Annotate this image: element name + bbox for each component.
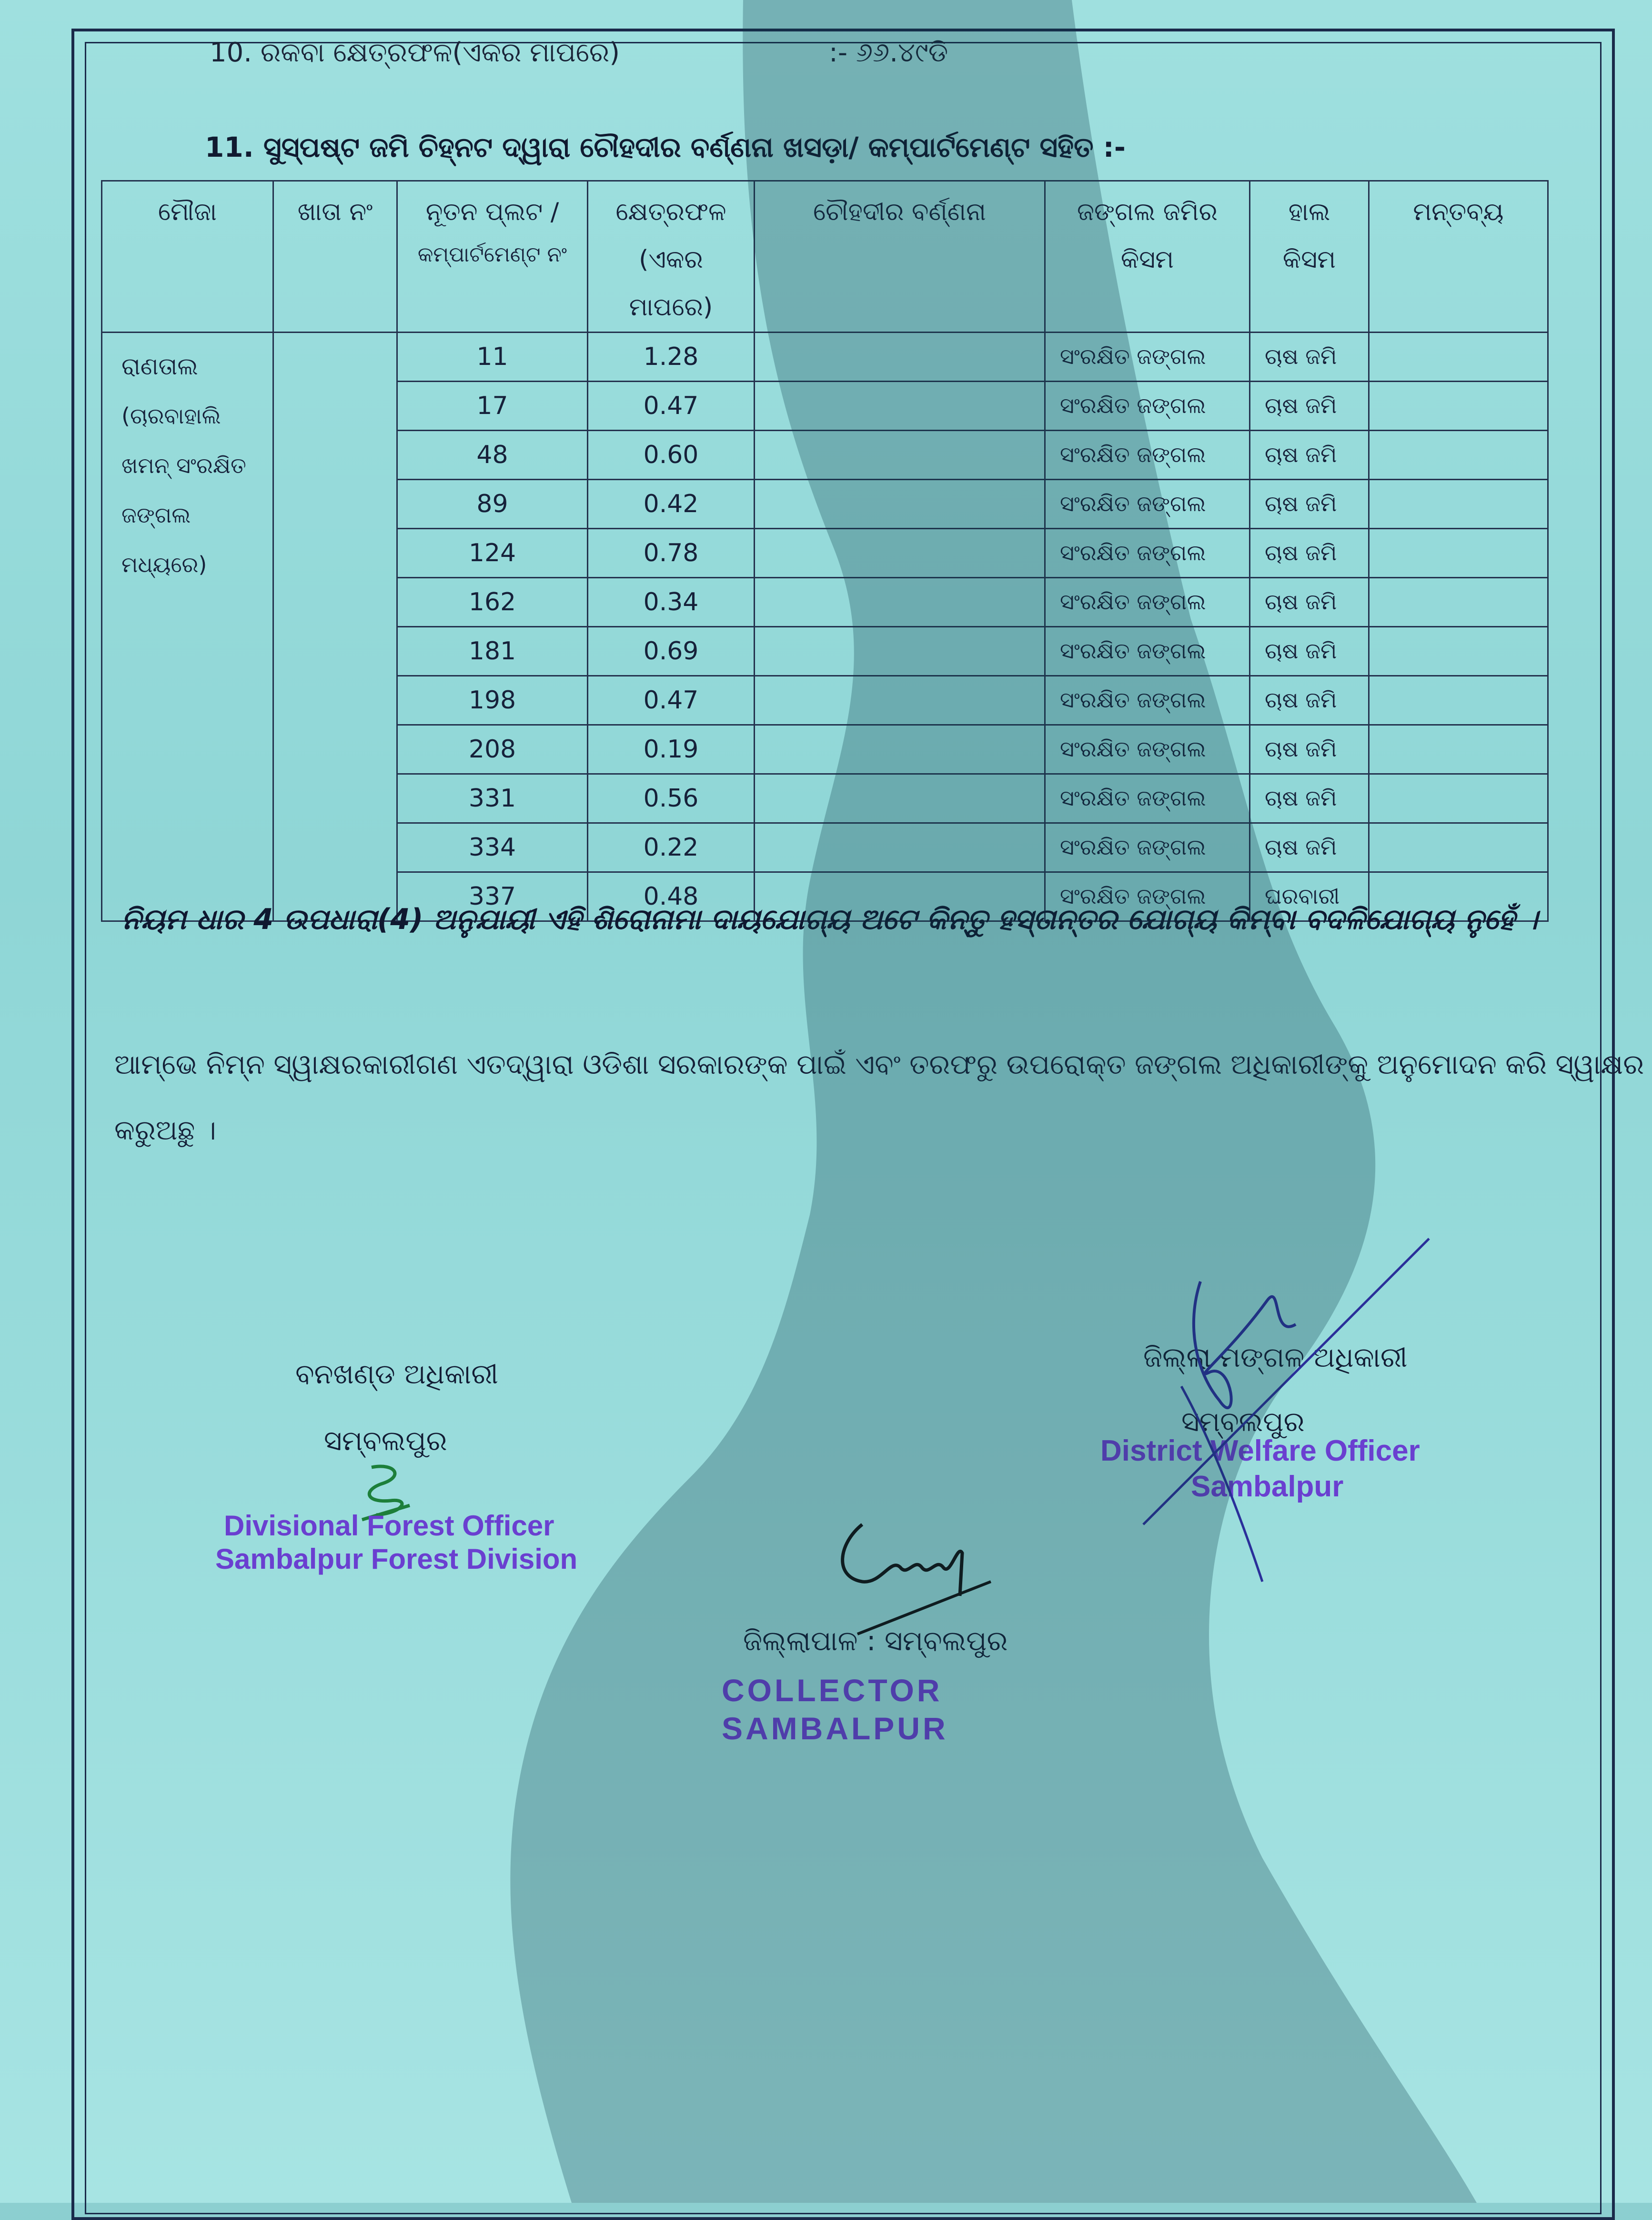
table-row	[102, 333, 1548, 382]
remarks-cell	[1369, 578, 1548, 627]
header-mouza: ମୌଜା	[102, 181, 273, 333]
dfo-stamp-line2: Sambalpur Forest Division	[215, 1543, 578, 1575]
item-10-value: :- ୬୬.୪୯ଡି	[829, 37, 948, 68]
plot-cell: 124	[397, 529, 588, 578]
area-cell: 0.42	[588, 480, 755, 529]
certification-line2: କରୁଅଛୁ ।	[114, 1114, 216, 1146]
header-area-line3: ମାପରେ)	[629, 293, 713, 322]
plot-cell: 331	[397, 774, 588, 823]
area-cell: 0.60	[588, 431, 755, 480]
plot-cell: 181	[397, 627, 588, 676]
current-type-cell: ଚାଷ ଜମି	[1250, 627, 1369, 676]
plot-cell: 17	[397, 382, 588, 431]
current-type-cell: ଚାଷ ଜମି	[1250, 529, 1369, 578]
collector-signature-icon	[819, 1515, 1019, 1639]
header-plot	[397, 181, 588, 333]
area-cell: 0.48	[588, 872, 755, 921]
mouza-line4: ଜଙ୍ଗଲ ମଧ୍ୟରେ)	[121, 502, 207, 577]
plot-cell: 208	[397, 725, 588, 774]
header-plot-line1: ନୂତନ ପ୍ଲଟ /	[425, 198, 559, 226]
remarks-cell	[1369, 627, 1548, 676]
current-type-cell: ଚାଷ ଜମି	[1250, 725, 1369, 774]
header-boundary: ଚୌହଦୀର ବର୍ଣ୍ଣନା	[755, 181, 1045, 333]
collector-title: ଜିଲ୍ଲାପାଳ : ସମ୍ବଲପୁର	[743, 1625, 1008, 1657]
boundary-cell	[755, 627, 1045, 676]
plot-cell: 337	[397, 872, 588, 921]
plot-cell: 162	[397, 578, 588, 627]
forest-type-cell: ସଂରକ୍ଷିତ ଜଙ୍ଗଲ	[1045, 333, 1250, 382]
plot-cell: 198	[397, 676, 588, 725]
header-remarks: ମନ୍ତବ୍ୟ	[1369, 181, 1548, 333]
table-header-row	[102, 181, 1548, 333]
area-cell: 0.34	[588, 578, 755, 627]
header-plot-line2: କମ୍ପାର୍ଟମେଣ୍ଟ ନଂ	[417, 242, 567, 267]
plot-cell: 334	[397, 823, 588, 872]
header-area-line2: (ଏକର	[639, 245, 703, 274]
remarks-cell	[1369, 676, 1548, 725]
forest-type-cell: ସଂରକ୍ଷିତ ଜଙ୍ଗଲ	[1045, 529, 1250, 578]
plot-cell: 48	[397, 431, 588, 480]
area-cell: 0.69	[588, 627, 755, 676]
forest-type-cell: ସଂରକ୍ଷିତ ଜଙ୍ଗଲ	[1045, 823, 1250, 872]
boundary-cell	[755, 823, 1045, 872]
forest-type-cell: ସଂରକ୍ଷିତ ଜଙ୍ଗଲ	[1045, 431, 1250, 480]
welfare-title: ଜିଲ୍ଲା ମଙ୍ଗଳ ଅଧିକାରୀ	[1143, 1341, 1408, 1373]
collector-stamp-line2: SAMBALPUR	[722, 1711, 948, 1746]
boundary-cell	[755, 725, 1045, 774]
area-cell: 0.22	[588, 823, 755, 872]
area-cell: 0.78	[588, 529, 755, 578]
header-area	[588, 181, 755, 333]
welfare-stamp-line2: Sambalpur	[1191, 1470, 1344, 1503]
mouza-cell	[102, 333, 273, 921]
welfare-signature-icon	[1124, 1229, 1458, 1591]
forest-type-cell: ସଂରକ୍ଷିତ ଜଙ୍ଗଲ	[1045, 676, 1250, 725]
item-11-heading: 11. ସୁସ୍ପଷ୍ଟ ଜମି ଚିହ୍ନଟ ଦ୍ୱାରା ଚୌହଦୀର ବର୍ଣ୍ଣନା ଖସଡ଼ା/ କମ୍ପାର୍ଟମେଣ୍ଟ ସହିତ :-	[205, 131, 1126, 163]
header-current-line1: ହାଲ	[1288, 198, 1330, 226]
header-forest-line2: କିସମ	[1120, 245, 1174, 274]
forest-type-cell: ସଂରକ୍ଷିତ ଜଙ୍ଗଲ	[1045, 872, 1250, 921]
area-cell: 0.19	[588, 725, 755, 774]
collector-stamp-line1: COLLECTOR	[722, 1673, 943, 1708]
current-type-cell: ଚାଷ ଜମି	[1250, 578, 1369, 627]
item-10-label: 10. ରକବା କ୍ଷେତ୍ରଫଳ(ଏକର ମାପରେ)	[210, 37, 620, 68]
certification-line1: ଆମ୍ଭେ ନିମ୍ନ ସ୍ୱାକ୍ଷରକାରୀଗଣ ଏତଦ୍ୱାରା ଓଡିଶା ସରକାରଙ୍କ ପାଇଁ ଏବଂ ତରଫରୁ ଉପରୋକ୍ତ ଜଙ୍ଗଲ ଅଧିକାରୀଙ୍କୁ ଅନୁମୋଦନ କରି ସ୍ୱାକ୍ଷର	[114, 1048, 1644, 1080]
dfo-title: ବନଖଣ୍ଡ ଅଧିକାରୀ	[295, 1358, 498, 1390]
forest-type-cell: ସଂରକ୍ଷିତ ଜଙ୍ଗଲ	[1045, 774, 1250, 823]
header-current-type	[1250, 181, 1369, 333]
boundary-cell	[755, 578, 1045, 627]
area-cell: 0.47	[588, 382, 755, 431]
header-khata: ଖାତା ନଂ	[273, 181, 397, 333]
current-type-cell: ଚାଷ ଜମି	[1250, 676, 1369, 725]
remarks-cell	[1369, 823, 1548, 872]
remarks-cell	[1369, 382, 1548, 431]
boundary-cell	[755, 382, 1045, 431]
mouza-line1: ରାଣତାଲ	[121, 353, 198, 380]
remarks-cell	[1369, 774, 1548, 823]
remarks-cell	[1369, 725, 1548, 774]
boundary-cell	[755, 676, 1045, 725]
land-record-table	[101, 180, 1549, 922]
boundary-cell	[755, 333, 1045, 382]
welfare-place: ସମ୍ବଲପୁର	[1181, 1405, 1305, 1438]
forest-type-cell: ସଂରକ୍ଷିତ ଜଙ୍ଗଲ	[1045, 480, 1250, 529]
header-area-line1: କ୍ଷେତ୍ରଫଳ	[615, 198, 726, 226]
boundary-cell	[755, 774, 1045, 823]
area-cell: 0.47	[588, 676, 755, 725]
header-current-line2: କିସମ	[1282, 245, 1336, 274]
mouza-line3: ଖମନ୍ ସଂରକ୍ଷିତ	[121, 453, 246, 478]
remarks-cell	[1369, 333, 1548, 382]
current-type-cell: ଚାଷ ଜମି	[1250, 774, 1369, 823]
current-type-cell: ଘରବାରୀ	[1250, 872, 1369, 921]
current-type-cell: ଚାଷ ଜମି	[1250, 333, 1369, 382]
current-type-cell: ଚାଷ ଜମି	[1250, 823, 1369, 872]
mouza-line2: (ଚାରବାହାଲି	[121, 403, 221, 429]
area-cell: 1.28	[588, 333, 755, 382]
remarks-cell	[1369, 431, 1548, 480]
forest-type-cell: ସଂରକ୍ଷିତ ଜଙ୍ଗଲ	[1045, 382, 1250, 431]
area-cell: 0.56	[588, 774, 755, 823]
forest-type-cell: ସଂରକ୍ଷିତ ଜଙ୍ଗଲ	[1045, 725, 1250, 774]
remarks-cell	[1369, 529, 1548, 578]
header-forest-type	[1045, 181, 1250, 333]
dfo-place: ସମ୍ବଲପୁର	[324, 1424, 447, 1457]
forest-type-cell: ସଂରକ୍ଷିତ ଜଙ୍ଗଲ	[1045, 578, 1250, 627]
welfare-stamp-line1: District Welfare Officer	[1100, 1434, 1420, 1467]
boundary-cell	[755, 431, 1045, 480]
current-type-cell: ଚାଷ ଜମି	[1250, 480, 1369, 529]
forest-type-cell: ସଂରକ୍ଷିତ ଜଙ୍ଗଲ	[1045, 627, 1250, 676]
plot-cell: 89	[397, 480, 588, 529]
remarks-cell	[1369, 480, 1548, 529]
rule-note: ନିୟମ ଧାର 4 ଉପଧାରା(4) ଅନୁଯାୟୀ ଏହି ଶିରୋନାମା ଦାୟଯୋଗ୍ୟ ଅଟେ କିନ୍ତୁ ହସ୍ତାନ୍ତର ଯୋଗ୍ୟ କିମ୍ବା ବଦଳିଯୋଗ୍ୟ ନୁହେଁ ।	[121, 903, 1538, 936]
header-forest-line1: ଜଙ୍ଗଲ ଜମିର	[1077, 198, 1218, 226]
plot-cell: 11	[397, 333, 588, 382]
current-type-cell: ଚାଷ ଜମି	[1250, 431, 1369, 480]
boundary-cell	[755, 480, 1045, 529]
dfo-stamp-line1: Divisional Forest Officer	[224, 1510, 554, 1542]
khata-cell	[273, 333, 397, 921]
boundary-cell	[755, 529, 1045, 578]
current-type-cell: ଚାଷ ଜମି	[1250, 382, 1369, 431]
